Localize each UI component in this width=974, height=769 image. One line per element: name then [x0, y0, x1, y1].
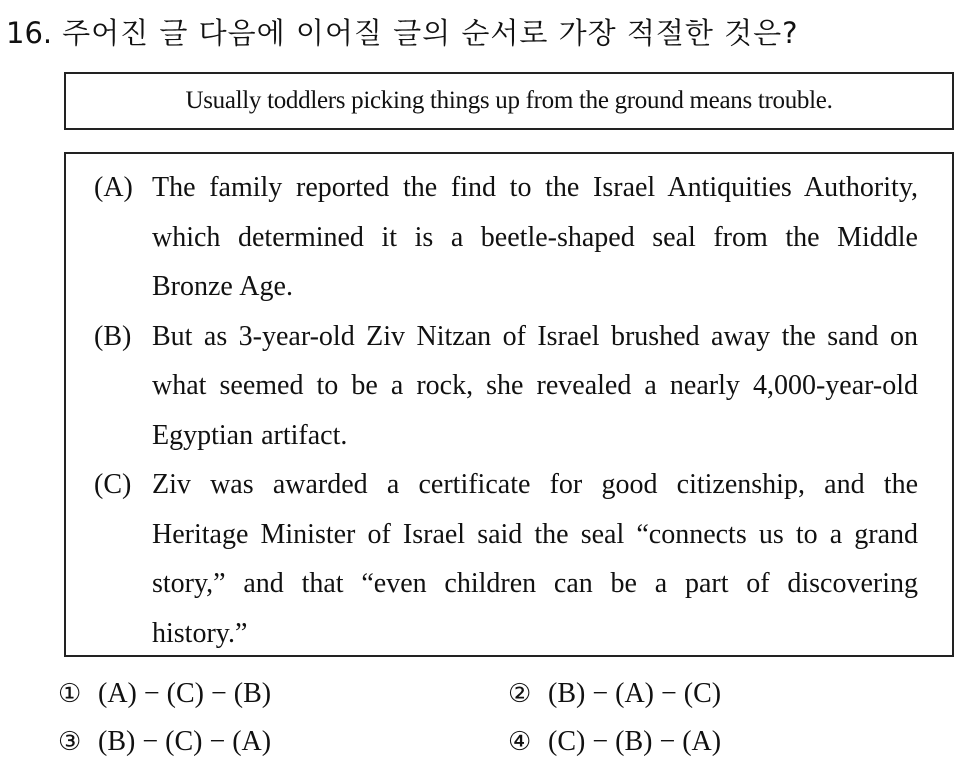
given-sentence: Usually toddlers picking things up from the ground means trouble. — [185, 87, 833, 114]
given-sentence-box — [64, 72, 954, 130]
option-text: (B) − (C) − (A) — [98, 726, 272, 757]
paragraph-label: (C) — [94, 469, 132, 500]
paragraph-c — [94, 460, 918, 658]
paragraph-label: (A) — [94, 172, 133, 203]
option-marker: ① — [58, 679, 82, 709]
answer-option-1[interactable] — [58, 670, 508, 718]
question-prompt: 주어진 글 다음에 이어질 글의 순서로 가장 적절한 것은? — [62, 16, 799, 50]
options-row — [58, 718, 958, 766]
options-row — [58, 670, 958, 718]
passage-box — [64, 152, 954, 657]
paragraph-text: The family reported the find to the Israel Antiquities Authority, which determined it is a beetle-shaped seal from the Middle Bronze Age. — [152, 172, 918, 302]
option-marker: ③ — [58, 727, 82, 757]
answer-option-2[interactable] — [508, 670, 958, 718]
paragraph-label: (B) — [94, 320, 132, 352]
paragraph-a — [94, 163, 918, 312]
option-text: (A) − (C) − (B) — [98, 678, 272, 709]
paragraph-text: Ziv was awarded a certificate for good citizenship, and the Heritage Minister of Israel said the seal “connects us to a grand story,” and that “even children can be a part of discovering history.” — [152, 469, 918, 649]
question-number: 16. — [6, 16, 53, 50]
option-text: (C) − (B) − (A) — [548, 726, 722, 757]
option-text: (B) − (A) − (C) — [548, 678, 722, 709]
option-marker: ④ — [508, 727, 532, 757]
answer-options — [58, 670, 958, 766]
answer-option-3[interactable] — [58, 718, 508, 766]
paragraph-b — [94, 312, 918, 461]
option-marker: ② — [508, 679, 532, 709]
answer-option-4[interactable] — [508, 718, 958, 766]
question-header — [0, 8, 974, 58]
paragraph-text: But as 3-year-old Ziv Nitzan of Israel brushed away the sand on what seemed to be a rock, she revealed a nearly 4,000-year-old Egyptian artifact. — [152, 320, 918, 451]
